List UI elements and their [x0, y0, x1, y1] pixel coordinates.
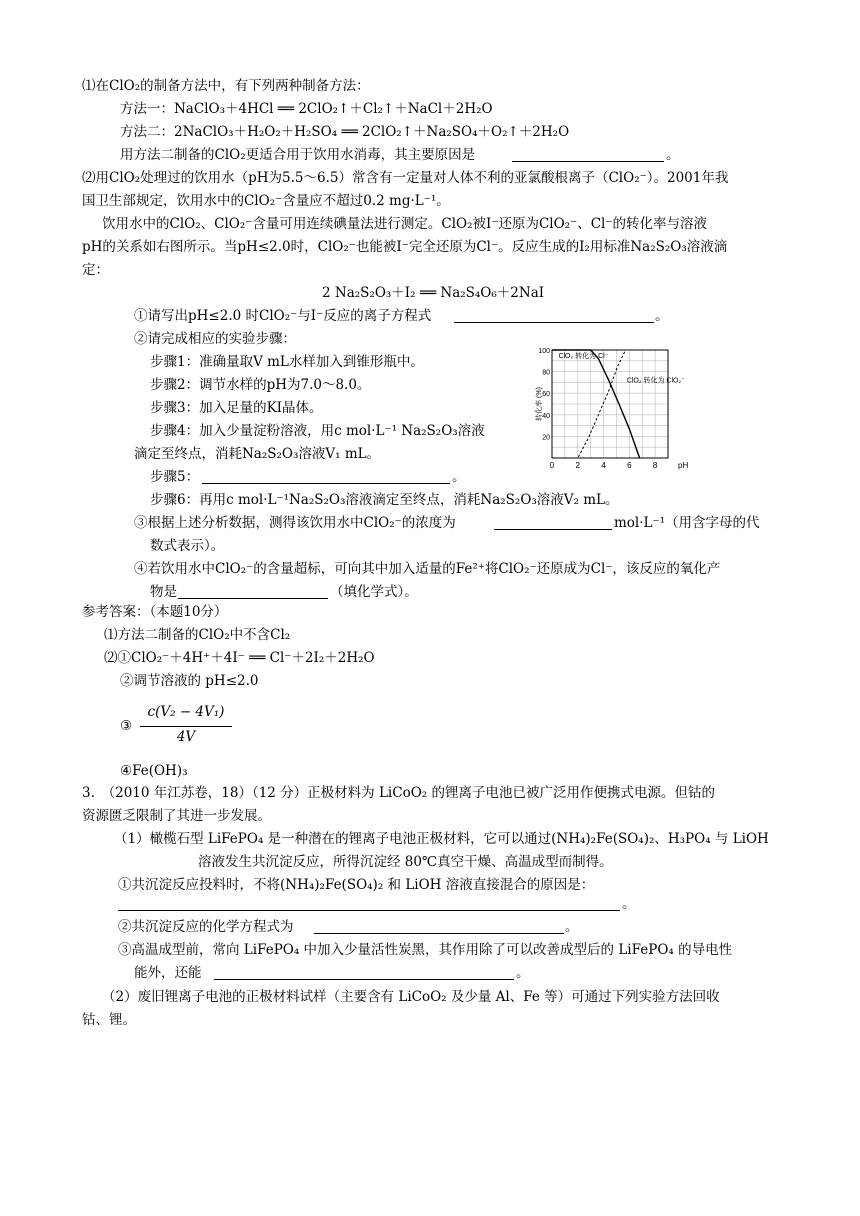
- text-line-l27: ②调节溶液的 pH≤2.0: [120, 673, 259, 689]
- text-line-l40: 钴、锂。: [82, 1012, 136, 1028]
- text-line-l31: 资源匮乏限制了其进一步发展。: [82, 808, 271, 824]
- text-line-l36a: ②共沉淀反应的化学方程式为: [118, 919, 294, 935]
- x-tick-label: 8: [652, 461, 658, 470]
- conversion-rate-chart: [536, 336, 689, 476]
- y-tick-label: 80: [542, 369, 550, 377]
- text-line-l30: 3. （2010 年江苏卷，18）（12 分）正极材料为 LiCoO₂ 的锂离子电池已被广泛用作便携式电源。但钴的: [82, 785, 715, 801]
- text-line-l22: ④若饮用水中ClO₂⁻的含量超标，可向其中加入适量的Fe²⁺将ClO₂⁻还原成为Cl⁻，该反应的氧化产: [134, 561, 721, 577]
- text-line-l38a: 能外，还能: [134, 965, 202, 981]
- answer-blank-b5[interactable]: [178, 584, 328, 599]
- text-line-l02: 方法一：NaClO₃＋4HCl ══ 2ClO₂↑＋Cl₂↑＋NaCl＋2H₂O: [120, 101, 493, 117]
- fraction-bar: [140, 726, 232, 727]
- text-line-l07: 饮用水中的ClO₂、ClO₂⁻含量可用连续碘量法进行测定。ClO₂被I⁻还原为ClO₂⁻、Cl⁻的转化率与溶液: [102, 216, 707, 232]
- text-line-l24: 参考答案：（本题10分）: [82, 604, 228, 620]
- x-tick-label: 6: [627, 461, 632, 470]
- answer-3-circle: ③: [120, 718, 133, 734]
- text-line-l39: （2）废旧锂离子电池的正极材料试样（主要含有 LiCoO₂ 及少量 Al、Fe 等）可通过下列实验方法回收: [102, 989, 720, 1005]
- text-line-l11a: ①请写出pH≤2.0 时ClO₂⁻与I⁻反应的离子方程式: [134, 308, 432, 324]
- answer-blank-b2[interactable]: [454, 308, 654, 323]
- text-line-l01: ⑴在ClO₂的制备方法中，有下列两种制备方法：: [82, 78, 370, 94]
- text-line-l18a: 步骤5：: [150, 469, 200, 485]
- series-label-2: ClO₂ 转化为 ClO₂⁻: [626, 377, 685, 385]
- text-line-l15: 步骤3：加入足量的KI晶体。: [150, 400, 323, 416]
- text-line-l06: 国卫生部规定，饮用水中的ClO₂⁻含量应不超过0.2 mg·L⁻¹。: [82, 193, 450, 209]
- text-line-l25: ⑴方法二制备的ClO₂中不含Cl₂: [104, 627, 291, 643]
- text-line-l10: 2 Na₂S₂O₃＋I₂ ══ Na₂S₄O₆＋2NaI: [322, 285, 545, 301]
- text-line-l29: ④Fe(OH)₃: [120, 763, 188, 779]
- answer-3-denominator: 4V: [176, 729, 196, 745]
- y-tick-label: 20: [542, 434, 550, 442]
- text-line-l04b: 。: [666, 147, 680, 163]
- text-line-l13: 步骤1：准确量取V mL水样加入到锥形瓶中。: [150, 354, 424, 370]
- y-tick-label: 60: [542, 391, 550, 399]
- x-tick-label: 2: [575, 461, 581, 470]
- answer-blank-b6[interactable]: [118, 896, 620, 911]
- text-line-l32: （1）橄榄石型 LiFePO₄ 是一种潜在的锂离子电池正极材料，它可以通过(NH₄)₂Fe(SO₄)₂、H₃PO₄ 与 LiOH: [114, 831, 769, 847]
- x-tick-label: 0: [549, 461, 555, 470]
- answer-3-numerator: c(V₂ − 4V₁): [147, 704, 225, 720]
- text-line-l05: ⑵用ClO₂处理过的饮用水（pH为5.5～6.5）常含有一定量对人体不利的亚氯酸根离子（ClO₂⁻）。2001年我: [82, 170, 729, 186]
- y-tick-label: 100: [538, 348, 550, 355]
- text-line-l37: ③高温成型前，常向 LiFePO₄ 中加入少量活性炭黑，其作用除了可以改善成型后的 LiFePO₄ 的导电性: [118, 942, 733, 958]
- y-tick-label: 40: [542, 412, 550, 420]
- text-line-l16: 步骤4：加入少量淀粉溶液，用c mol·L⁻¹ Na₂S₂O₃溶液: [150, 423, 485, 439]
- text-line-l34: ①共沉淀反应投料时，不将(NH₄)₂Fe(SO₄)₂ 和 LiOH 溶液直接混合的原因是：: [118, 877, 595, 893]
- y-axis-label: 转化率 (%): [536, 387, 543, 421]
- text-line-l35b: 。: [622, 896, 636, 912]
- answer-3-fraction: [120, 704, 240, 752]
- text-line-l14: 步骤2：调节水样的pH为7.0～8.0。: [150, 377, 371, 393]
- text-line-l20b: mol·L⁻¹（用含字母的代: [614, 515, 760, 531]
- series-label-1: ClO₂ 转化为 Cl⁻: [558, 353, 609, 360]
- answer-blank-b3[interactable]: [202, 469, 450, 484]
- text-line-l36b: 。: [565, 919, 579, 935]
- text-line-l21: 数式表示）。: [150, 538, 225, 554]
- text-line-l03: 方法二：2NaClO₃＋H₂O₂＋H₂SO₄ ══ 2ClO₂↑＋Na₂SO₄＋O₂↑＋2H₂O: [120, 124, 570, 140]
- text-line-l18b: 。: [452, 469, 466, 485]
- answer-blank-b7[interactable]: [314, 919, 564, 934]
- text-line-l19: 步骤6：再用c mol·L⁻¹Na₂S₂O₃溶液滴定至终点，消耗Na₂S₂O₃溶液V₂ mL。: [150, 492, 619, 508]
- text-line-l26: ⑵①ClO₂⁻＋4H⁺＋4I⁻ ══ Cl⁻＋2I₂＋2H₂O: [104, 650, 375, 666]
- text-line-l11b: 。: [655, 308, 669, 324]
- text-line-l17: 滴定至终点，消耗Na₂S₂O₃溶液V₁ mL。: [134, 446, 381, 462]
- text-line-l04a: 用方法二制备的ClO₂更适合用于饮用水消毒，其主要原因是: [120, 147, 476, 163]
- answer-blank-b8[interactable]: [214, 965, 514, 980]
- x-tick-label: 4: [601, 461, 606, 470]
- text-line-l23b: （填化学式）。: [330, 584, 418, 600]
- text-line-l38b: 。: [516, 965, 530, 981]
- x-axis-label: pH: [678, 461, 689, 470]
- text-line-l09: 定：: [82, 262, 109, 278]
- text-line-l20a: ③根据上述分析数据，测得该饮用水中ClO₂⁻的浓度为: [134, 515, 456, 531]
- answer-blank-b4[interactable]: [494, 515, 612, 530]
- answer-blank-b1[interactable]: [512, 147, 664, 162]
- text-line-l12: ②请完成相应的实验步骤：: [134, 331, 296, 347]
- text-line-l08: pH的关系如右图所示。当pH≤2.0时，ClO₂⁻也能被I⁻完全还原为Cl⁻。反应生成的I₂用标准Na₂S₂O₃溶液滴: [82, 239, 728, 255]
- text-line-l23a: 物是: [150, 584, 177, 600]
- text-line-l33: 溶液发生共沉淀反应，所得沉淀经 80℃真空干燥、高温成型而制得。: [198, 854, 613, 870]
